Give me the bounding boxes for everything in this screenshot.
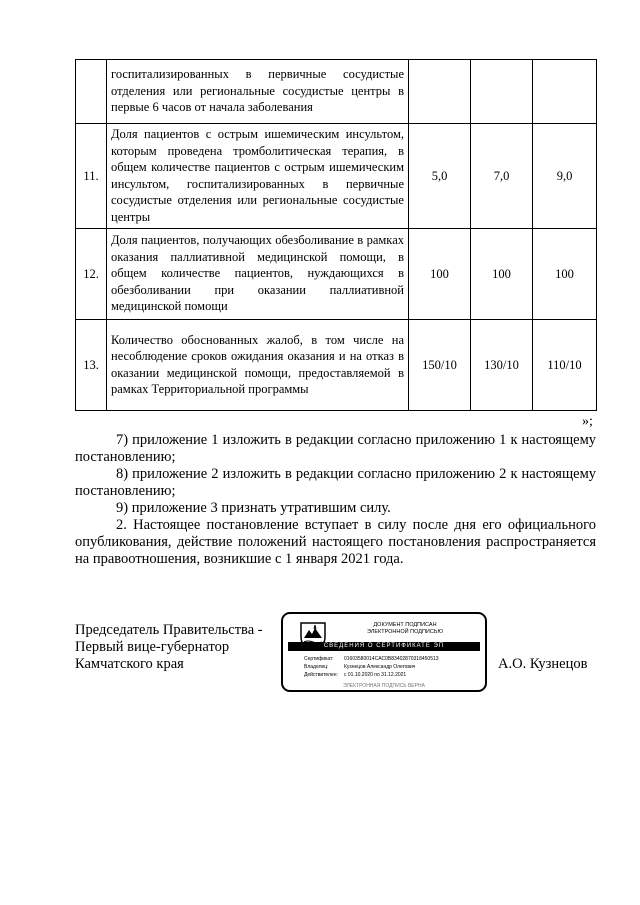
row-number: 12. [76,229,107,320]
value-year-3: 110/10 [533,320,597,411]
stamp-header-line-2: ЭЛЕКТРОННОЙ ПОДПИСЬЮ [366,629,444,635]
value-year-1: 5,0 [409,124,471,229]
value-year-2: 7,0 [471,124,533,229]
value-year-1 [409,60,471,124]
signer-block [75,622,263,673]
stamp-title: СВЕДЕНИЯ О СЕРТИФИКАТЕ ЭП [288,642,480,651]
closing-quote: »; [582,414,593,429]
paragraph-item-9: 9) приложение 3 признать утратившим силу. [116,500,391,516]
stamp-validity-row [304,671,439,679]
indicator-text: Доля пациентов с острым ишемическим инсультом, которым проведена тромболитическая терапия, в общем количестве пациентов с острым ишемическим инсультом, госпитализированных в первичные сосудистые отделения или региональные сосудистые центры [107,124,409,229]
paragraph-clause-2: 2. Настоящее постановление вступает в силу после дня его официального опубликования, действие положений настоящего постановления распространяется на правоотношения, возникшие с 1 января 2021 года. [75,517,596,567]
indicator-text: Доля пациентов, получающих обезболивание в рамках оказания паллиативной медицинской помощи, в общем количестве пациентов, нуждающихся в обезболивании при оказании паллиативной медицинской помощи [107,229,409,320]
valid-value: с 01.10.2020 по 31.12.2021 [344,672,407,678]
value-year-3: 100 [533,229,597,320]
value-year-2 [471,60,533,124]
stamp-owner-row [304,663,439,671]
row-number: 11. [76,124,107,229]
certificate-value: 01603580014CAC0B83402870318450513 [344,656,439,662]
indicators-table [75,59,597,411]
indicator-text: Количество обоснованных жалоб, в том числе на несоблюдение сроков ожидания оказания и на отказ в оказании медицинской помощи, предоставляемой в рамках Территориальной программы [107,320,409,411]
stamp-details [304,655,439,679]
value-year-1: 150/10 [409,320,471,411]
stamp-footer: ЭЛЕКТРОННАЯ ПОДПИСЬ ВЕРНА [343,683,425,689]
indicator-text: госпитализированных в первичные сосудистые отделения или региональные сосудистые центры в первые 6 часов от начала заболевания [107,60,409,124]
value-year-1: 100 [409,229,471,320]
value-year-3: 9,0 [533,124,597,229]
row-number: 13. [76,320,107,411]
certificate-label: Сертификат: [304,656,334,662]
stamp-header-line-1: ДОКУМЕНТ ПОДПИСАН [373,622,437,628]
table-row [76,320,597,411]
table-row [76,124,597,229]
value-year-3 [533,60,597,124]
value-year-2: 130/10 [471,320,533,411]
electronic-signature-stamp [281,612,487,692]
paragraph-item-8: 8) приложение 2 изложить в редакции согласно приложению 2 к настоящему постановлению; [75,466,596,499]
table-row [76,229,597,320]
owner-label: Владелец: [304,664,329,670]
paragraph-item-7: 7) приложение 1 изложить в редакции согласно приложению 1 к настоящему постановлению; [75,432,596,465]
row-number [76,60,107,124]
stamp-header [335,622,475,636]
stamp-certificate-row [304,655,439,663]
valid-label: Действителен: [304,672,338,678]
signer-position-line-3: Камчатского края [75,656,184,672]
signer-position-line-1: Председатель Правительства - [75,622,263,638]
signer-name: А.О. Кузнецов [498,656,588,672]
signer-position-line-2: Первый вице-губернатор [75,639,230,655]
table-row [76,60,597,124]
owner-value: Кузнецов Александр Олегович [344,664,416,670]
value-year-2: 100 [471,229,533,320]
